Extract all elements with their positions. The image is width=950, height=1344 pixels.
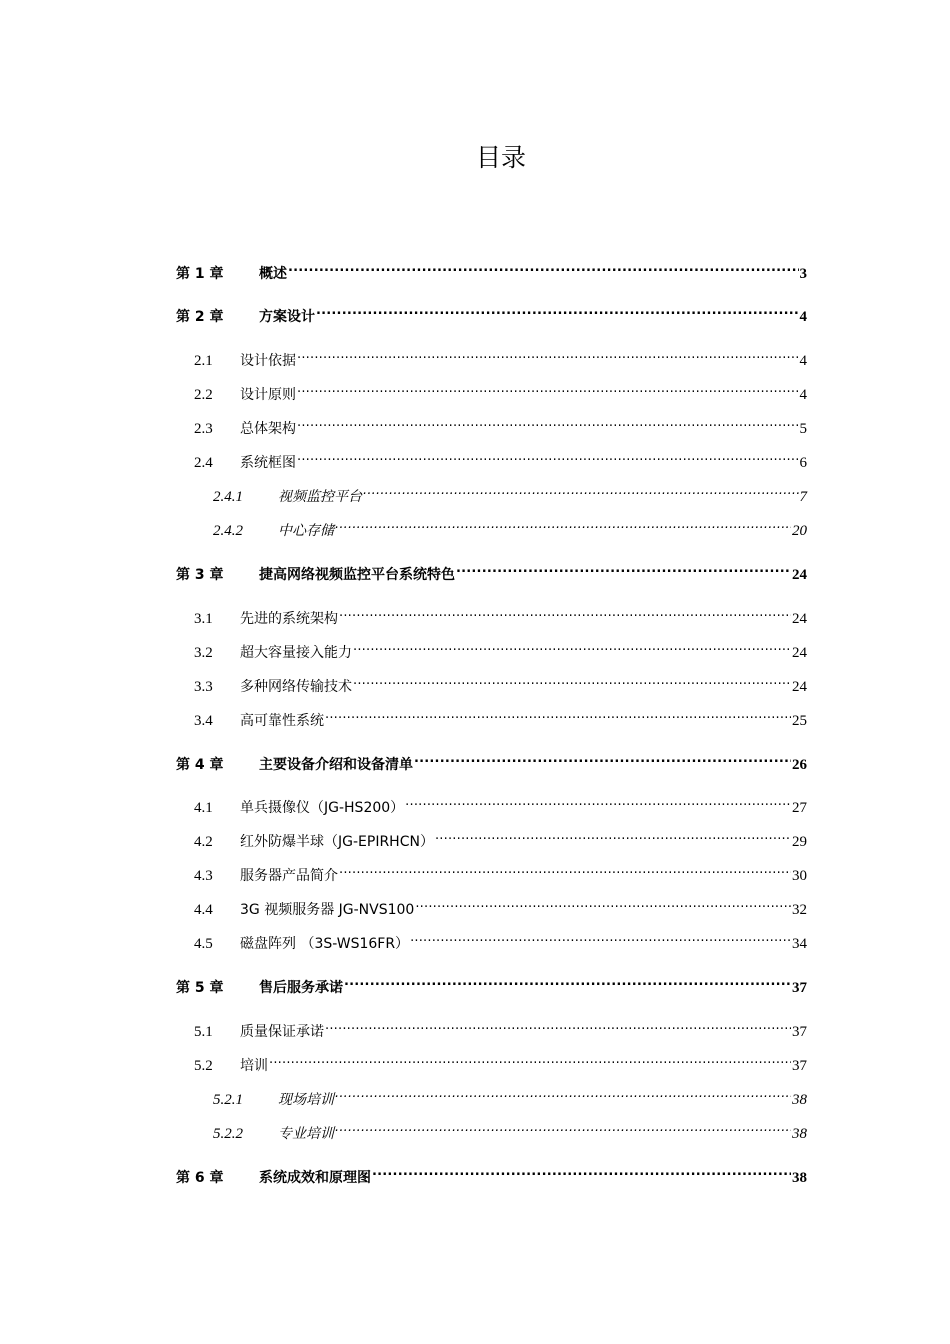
toc-section-entry[interactable] bbox=[176, 669, 807, 695]
toc-entry-page-number: 37 bbox=[792, 1058, 807, 1074]
toc-entry-page-number: 32 bbox=[792, 902, 807, 918]
toc-section-entry[interactable] bbox=[176, 892, 807, 918]
toc-entry-title: 多种网络传输技术 bbox=[240, 679, 352, 695]
toc-entry-number: 第 1 章 bbox=[176, 266, 224, 282]
toc-entry-page-number: 24 bbox=[792, 679, 807, 695]
toc-dot-leader bbox=[456, 557, 791, 579]
toc-entry-number: 4.1 bbox=[194, 800, 213, 816]
toc-entry-number: 4.5 bbox=[194, 936, 213, 952]
toc-entry-page-number: 3 bbox=[799, 266, 807, 282]
toc-entry-title: 系统成效和原理图 bbox=[259, 1170, 371, 1186]
toc-entry-page-number: 38 bbox=[792, 1170, 807, 1186]
toc-entry-title: 总体架构 bbox=[240, 421, 296, 437]
toc-entry-title: 现场培训 bbox=[278, 1092, 334, 1108]
toc-entry-page-number: 26 bbox=[792, 757, 807, 773]
toc-chapter-entry[interactable] bbox=[176, 1160, 807, 1186]
toc-subsection-entry[interactable] bbox=[176, 479, 807, 505]
toc-entry-title: 专业培训 bbox=[278, 1126, 334, 1142]
toc-entry-number: 5.2 bbox=[194, 1058, 213, 1074]
toc-entry-number: 2.1 bbox=[194, 353, 213, 369]
toc-entry-page-number: 24 bbox=[792, 567, 807, 583]
toc-entry-number: 第 6 章 bbox=[176, 1170, 224, 1186]
toc-dot-leader bbox=[405, 790, 791, 812]
toc-entry-number: 第 4 章 bbox=[176, 757, 224, 773]
toc-entry-page-number: 5 bbox=[799, 421, 807, 437]
toc-entry-number: 2.3 bbox=[194, 421, 213, 437]
toc-entry-page-number: 4 bbox=[799, 309, 807, 325]
toc-entry-number: 第 5 章 bbox=[176, 980, 224, 996]
toc-entry-page-number: 29 bbox=[792, 834, 807, 850]
toc-subsection-entry[interactable] bbox=[176, 1116, 807, 1142]
toc-entry-number: 4.3 bbox=[194, 868, 213, 884]
toc-dot-leader bbox=[297, 411, 799, 433]
toc-entry-number: 3.2 bbox=[194, 645, 213, 661]
toc-section-entry[interactable] bbox=[176, 343, 807, 369]
toc-section-entry[interactable] bbox=[176, 926, 807, 952]
toc-entry-page-number: 34 bbox=[792, 936, 807, 952]
toc-entry-number: 4.2 bbox=[194, 834, 213, 850]
toc-section-entry[interactable] bbox=[176, 1048, 807, 1074]
toc-dot-leader bbox=[325, 1014, 791, 1036]
toc-entry-page-number: 24 bbox=[792, 645, 807, 661]
toc-dot-leader bbox=[353, 669, 791, 691]
toc-dot-leader bbox=[435, 824, 791, 846]
toc-dot-leader bbox=[297, 377, 799, 399]
toc-entry-number: 5.1 bbox=[194, 1024, 213, 1040]
toc-dot-leader bbox=[410, 926, 791, 948]
page-title: 目录 bbox=[475, 143, 526, 172]
toc-entry-page-number: 25 bbox=[792, 713, 807, 729]
toc-entry-number: 2.4.2 bbox=[213, 523, 243, 539]
toc-section-entry[interactable] bbox=[176, 601, 807, 627]
toc-dot-leader bbox=[269, 1048, 791, 1070]
toc-entry-page-number: 38 bbox=[792, 1092, 807, 1108]
toc-entry-number: 第 2 章 bbox=[176, 309, 224, 325]
toc-entry-page-number: 6 bbox=[799, 455, 807, 471]
toc-entry-title: 设计依据 bbox=[240, 353, 296, 369]
toc-entry-page-number: 24 bbox=[792, 611, 807, 627]
toc-dot-leader bbox=[372, 1160, 791, 1182]
toc-entry-number: 3.4 bbox=[194, 713, 213, 729]
toc-entry-page-number: 37 bbox=[792, 1024, 807, 1040]
toc-entry-title: 3G 视频服务器 JG-NVS100 bbox=[240, 902, 415, 918]
toc-entry-number: 3.1 bbox=[194, 611, 213, 627]
toc-entry-number: 2.4.1 bbox=[213, 489, 243, 505]
toc-entry-page-number: 20 bbox=[792, 523, 807, 539]
toc-section-entry[interactable] bbox=[176, 790, 807, 816]
toc-dot-leader bbox=[353, 635, 791, 657]
toc-dot-leader bbox=[363, 479, 799, 501]
toc-entry-page-number: 4 bbox=[799, 387, 807, 403]
toc-entry-number: 4.4 bbox=[194, 902, 213, 918]
toc-entry-number: 2.4 bbox=[194, 455, 213, 471]
toc-section-entry[interactable] bbox=[176, 1014, 807, 1040]
toc-dot-leader bbox=[297, 343, 799, 365]
toc-dot-leader bbox=[335, 1082, 791, 1104]
toc-dot-leader bbox=[344, 970, 791, 992]
toc-dot-leader bbox=[414, 747, 791, 769]
toc-chapter-entry[interactable] bbox=[176, 747, 807, 773]
toc-section-entry[interactable] bbox=[176, 377, 807, 403]
toc-entry-number: 5.2.1 bbox=[213, 1092, 243, 1108]
toc-entry-title: 红外防爆半球（JG-EPIRHCN） bbox=[240, 834, 434, 850]
toc-section-entry[interactable] bbox=[176, 411, 807, 437]
toc-entry-title: 超大容量接入能力 bbox=[240, 645, 352, 661]
toc-dot-leader bbox=[335, 1116, 791, 1138]
toc-entry-title: 单兵摄像仪（JG-HS200） bbox=[240, 800, 405, 816]
toc-section-entry[interactable] bbox=[176, 635, 807, 661]
toc-entry-title: 服务器产品简介 bbox=[240, 868, 338, 884]
toc-dot-leader bbox=[339, 858, 791, 880]
toc-entry-title: 磁盘阵列 （3S-WS16FR） bbox=[240, 936, 410, 952]
toc-entry-title: 质量保证承诺 bbox=[240, 1024, 324, 1040]
toc-subsection-entry[interactable] bbox=[176, 1082, 807, 1108]
toc-entry-title: 概述 bbox=[259, 266, 287, 282]
toc-entry-number: 2.2 bbox=[194, 387, 213, 403]
toc-entry-title: 中心存储 bbox=[278, 523, 334, 539]
toc-entry-title: 主要设备介绍和设备清单 bbox=[259, 757, 413, 773]
toc-entry-page-number: 7 bbox=[799, 489, 807, 505]
toc-entry-page-number: 37 bbox=[792, 980, 807, 996]
toc-entry-title: 培训 bbox=[240, 1058, 268, 1074]
toc-entry-number: 3.3 bbox=[194, 679, 213, 695]
toc-chapter-entry[interactable] bbox=[176, 557, 807, 583]
toc-subsection-entry[interactable] bbox=[176, 513, 807, 539]
toc-entry-title: 系统框图 bbox=[240, 455, 296, 471]
toc-entry-title: 捷高网络视频监控平台系统特色 bbox=[259, 567, 455, 583]
toc-entry-title: 高可靠性系统 bbox=[240, 713, 324, 729]
toc-dot-leader bbox=[297, 445, 799, 467]
toc-entry-page-number: 38 bbox=[792, 1126, 807, 1142]
toc-entry-page-number: 4 bbox=[799, 353, 807, 369]
toc-dot-leader bbox=[325, 703, 791, 725]
toc-section-entry[interactable] bbox=[176, 824, 807, 850]
toc-section-entry[interactable] bbox=[176, 703, 807, 729]
toc-entry-number: 5.2.2 bbox=[213, 1126, 243, 1142]
toc-dot-leader bbox=[339, 601, 791, 623]
toc-entry-title: 先进的系统架构 bbox=[240, 611, 338, 627]
toc-entry-title: 方案设计 bbox=[259, 309, 315, 325]
toc-chapter-entry[interactable] bbox=[176, 256, 807, 282]
toc-chapter-entry[interactable] bbox=[176, 299, 807, 325]
toc-entry-page-number: 27 bbox=[792, 800, 807, 816]
toc-entry-title: 视频监控平台 bbox=[278, 489, 362, 505]
toc-section-entry[interactable] bbox=[176, 445, 807, 471]
toc-dot-leader bbox=[335, 513, 791, 535]
toc-entry-title: 设计原则 bbox=[240, 387, 296, 403]
toc-chapter-entry[interactable] bbox=[176, 970, 807, 996]
toc-dot-leader bbox=[316, 299, 799, 321]
toc-entry-number: 第 3 章 bbox=[176, 567, 224, 583]
toc-section-entry[interactable] bbox=[176, 858, 807, 884]
toc-dot-leader bbox=[415, 892, 791, 914]
toc-entry-page-number: 30 bbox=[792, 868, 807, 884]
toc-entry-title: 售后服务承诺 bbox=[259, 980, 343, 996]
toc-dot-leader bbox=[288, 256, 799, 278]
